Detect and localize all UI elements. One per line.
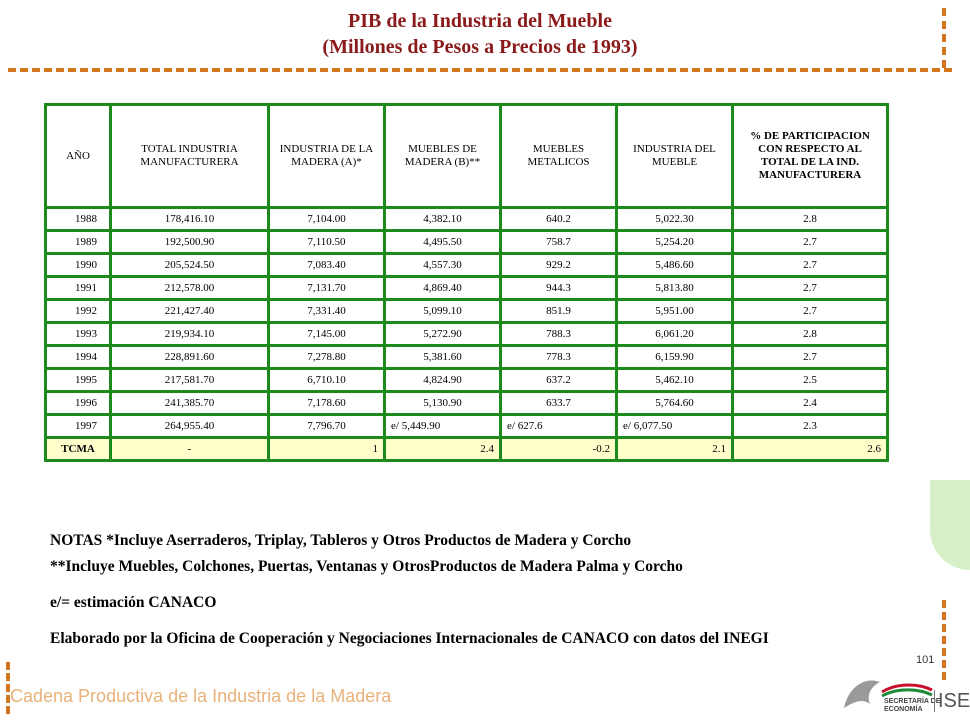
table-row xyxy=(46,277,888,300)
cell-metalicos: 929.2 xyxy=(501,254,617,277)
cell-tcma-muebles-madera: 2.4 xyxy=(385,438,501,461)
cell-madera: 7,145.00 xyxy=(269,323,385,346)
cell-year: 1995 xyxy=(46,369,111,392)
table-row xyxy=(46,300,888,323)
cell-total: 217,581.70 xyxy=(111,369,269,392)
cell-madera: 7,178.60 xyxy=(269,392,385,415)
cell-participacion: 2.7 xyxy=(733,231,888,254)
cell-industria-mueble: 6,061.20 xyxy=(617,323,733,346)
table-row xyxy=(46,415,888,438)
cell-metalicos: 640.2 xyxy=(501,208,617,231)
green-decoration xyxy=(930,480,970,570)
cell-muebles-madera: 5,381.60 xyxy=(385,346,501,369)
cell-tcma-madera: 1 xyxy=(269,438,385,461)
cell-muebles-madera: 4,824.90 xyxy=(385,369,501,392)
cell-muebles-madera: 5,099.10 xyxy=(385,300,501,323)
header-industria-mueble: INDUSTRIA DEL MUEBLE xyxy=(617,105,733,208)
ise-mark: ISE xyxy=(934,690,970,712)
table-row xyxy=(46,346,888,369)
cell-industria-mueble: 6,159.90 xyxy=(617,346,733,369)
note-muebles: **Incluye Muebles, Colchones, Puertas, Ventanas y OtrosProductos de Madera Palma y Corcho xyxy=(50,558,683,575)
pib-table xyxy=(44,103,889,462)
cell-madera: 7,131.70 xyxy=(269,277,385,300)
cell-year: 1993 xyxy=(46,323,111,346)
page-number: 101 xyxy=(916,654,935,666)
header-year: AÑO xyxy=(46,105,111,208)
cell-tcma-industria-mueble: 2.1 xyxy=(617,438,733,461)
notes-block xyxy=(50,528,930,652)
header-muebles-metalicos: MUEBLES METALICOS xyxy=(501,105,617,208)
cell-industria-mueble: 5,022.30 xyxy=(617,208,733,231)
cell-industria-mueble: 5,813.80 xyxy=(617,277,733,300)
cell-metalicos: 637.2 xyxy=(501,369,617,392)
cell-metalicos: 633.7 xyxy=(501,392,617,415)
table-row xyxy=(46,323,888,346)
cell-tcma-metalicos: -0.2 xyxy=(501,438,617,461)
cell-madera: 7,331.40 xyxy=(269,300,385,323)
cell-total: 219,934.10 xyxy=(111,323,269,346)
cell-madera: 7,104.00 xyxy=(269,208,385,231)
cell-metalicos: e/ 627.6 xyxy=(501,415,617,438)
cell-metalicos: 944.3 xyxy=(501,277,617,300)
cell-madera: 6,710.10 xyxy=(269,369,385,392)
cell-metalicos: 758.7 xyxy=(501,231,617,254)
table-row xyxy=(46,392,888,415)
cell-industria-mueble: 5,486.60 xyxy=(617,254,733,277)
cell-total: 212,578.00 xyxy=(111,277,269,300)
table-row xyxy=(46,254,888,277)
cell-muebles-madera: 4,869.40 xyxy=(385,277,501,300)
cell-muebles-madera: 4,382.10 xyxy=(385,208,501,231)
logo-line-2: ECONOMÍA xyxy=(884,706,923,713)
cell-total: 221,427.40 xyxy=(111,300,269,323)
header-muebles-madera: MUEBLES DE MADERA (B)** xyxy=(385,105,501,208)
note-source: Elaborado por la Oficina de Cooperación y Negociaciones Internacionales de CANACO con datos del INEGI xyxy=(50,630,769,647)
cell-year: 1991 xyxy=(46,277,111,300)
note-estimacion: e/= estimación CANACO xyxy=(50,594,217,611)
table-header-row xyxy=(46,105,888,208)
cell-muebles-madera: 4,495.50 xyxy=(385,231,501,254)
cell-tcma-total: - xyxy=(111,438,269,461)
cell-year: 1996 xyxy=(46,392,111,415)
cell-participacion: 2.7 xyxy=(733,300,888,323)
title-line-2: (Millones de Pesos a Precios de 1993) xyxy=(322,36,638,58)
cell-industria-mueble: 5,254.20 xyxy=(617,231,733,254)
cell-participacion: 2.5 xyxy=(733,369,888,392)
cell-participacion: 2.7 xyxy=(733,346,888,369)
cell-participacion: 2.3 xyxy=(733,415,888,438)
note-madera: NOTAS *Incluye Aserraderos, Triplay, Tableros y Otros Productos de Madera y Corcho xyxy=(50,532,632,549)
cell-participacion: 2.8 xyxy=(733,208,888,231)
cell-year: 1990 xyxy=(46,254,111,277)
cell-year: 1989 xyxy=(46,231,111,254)
dashed-divider-right-top xyxy=(942,8,946,68)
table-row xyxy=(46,231,888,254)
cell-madera: 7,110.50 xyxy=(269,231,385,254)
logo-label xyxy=(884,698,940,714)
cell-industria-mueble: 5,951.00 xyxy=(617,300,733,323)
cell-participacion: 2.4 xyxy=(733,392,888,415)
cell-total: 241,385.70 xyxy=(111,392,269,415)
footer-caption: Cadena Productiva de la Industria de la Madera xyxy=(10,686,392,706)
table-row xyxy=(46,369,888,392)
cell-participacion: 2.7 xyxy=(733,277,888,300)
cell-metalicos: 778.3 xyxy=(501,346,617,369)
cell-total: 205,524.50 xyxy=(111,254,269,277)
dashed-divider-top xyxy=(8,68,952,72)
logo-line-1: SECRETARÍA DE xyxy=(884,698,941,705)
cell-muebles-madera: 5,130.90 xyxy=(385,392,501,415)
cell-tcma-label: TCMA xyxy=(46,438,111,461)
cell-year: 1992 xyxy=(46,300,111,323)
cell-year: 1988 xyxy=(46,208,111,231)
cell-total: 192,500.90 xyxy=(111,231,269,254)
cell-madera: 7,278.80 xyxy=(269,346,385,369)
cell-muebles-madera: 5,272.90 xyxy=(385,323,501,346)
cell-participacion: 2.8 xyxy=(733,323,888,346)
cell-industria-mueble: e/ 6,077.50 xyxy=(617,415,733,438)
table-row-tcma xyxy=(46,438,888,461)
cell-muebles-madera: e/ 5,449.90 xyxy=(385,415,501,438)
header-industria-madera: INDUSTRIA DE LA MADERA (A)* xyxy=(269,105,385,208)
cell-madera: 7,796.70 xyxy=(269,415,385,438)
cell-metalicos: 851.9 xyxy=(501,300,617,323)
cell-madera: 7,083.40 xyxy=(269,254,385,277)
table-row xyxy=(46,208,888,231)
cell-participacion: 2.7 xyxy=(733,254,888,277)
header-total-manufacturera: TOTAL INDUSTRIA MANUFACTURERA xyxy=(111,105,269,208)
cell-industria-mueble: 5,764.60 xyxy=(617,392,733,415)
cell-muebles-madera: 4,557.30 xyxy=(385,254,501,277)
cell-tcma-participacion: 2.6 xyxy=(733,438,888,461)
title-line-1: PIB de la Industria del Mueble xyxy=(348,10,612,32)
page-title xyxy=(0,8,960,60)
cell-total: 178,416.10 xyxy=(111,208,269,231)
cell-metalicos: 788.3 xyxy=(501,323,617,346)
cell-year: 1997 xyxy=(46,415,111,438)
cell-year: 1994 xyxy=(46,346,111,369)
header-participacion: % DE PARTICIPACION CON RESPECTO AL TOTAL DE LA IND. MANUFACTURERA xyxy=(733,105,888,208)
cell-total: 228,891.60 xyxy=(111,346,269,369)
cell-total: 264,955.40 xyxy=(111,415,269,438)
cell-industria-mueble: 5,462.10 xyxy=(617,369,733,392)
